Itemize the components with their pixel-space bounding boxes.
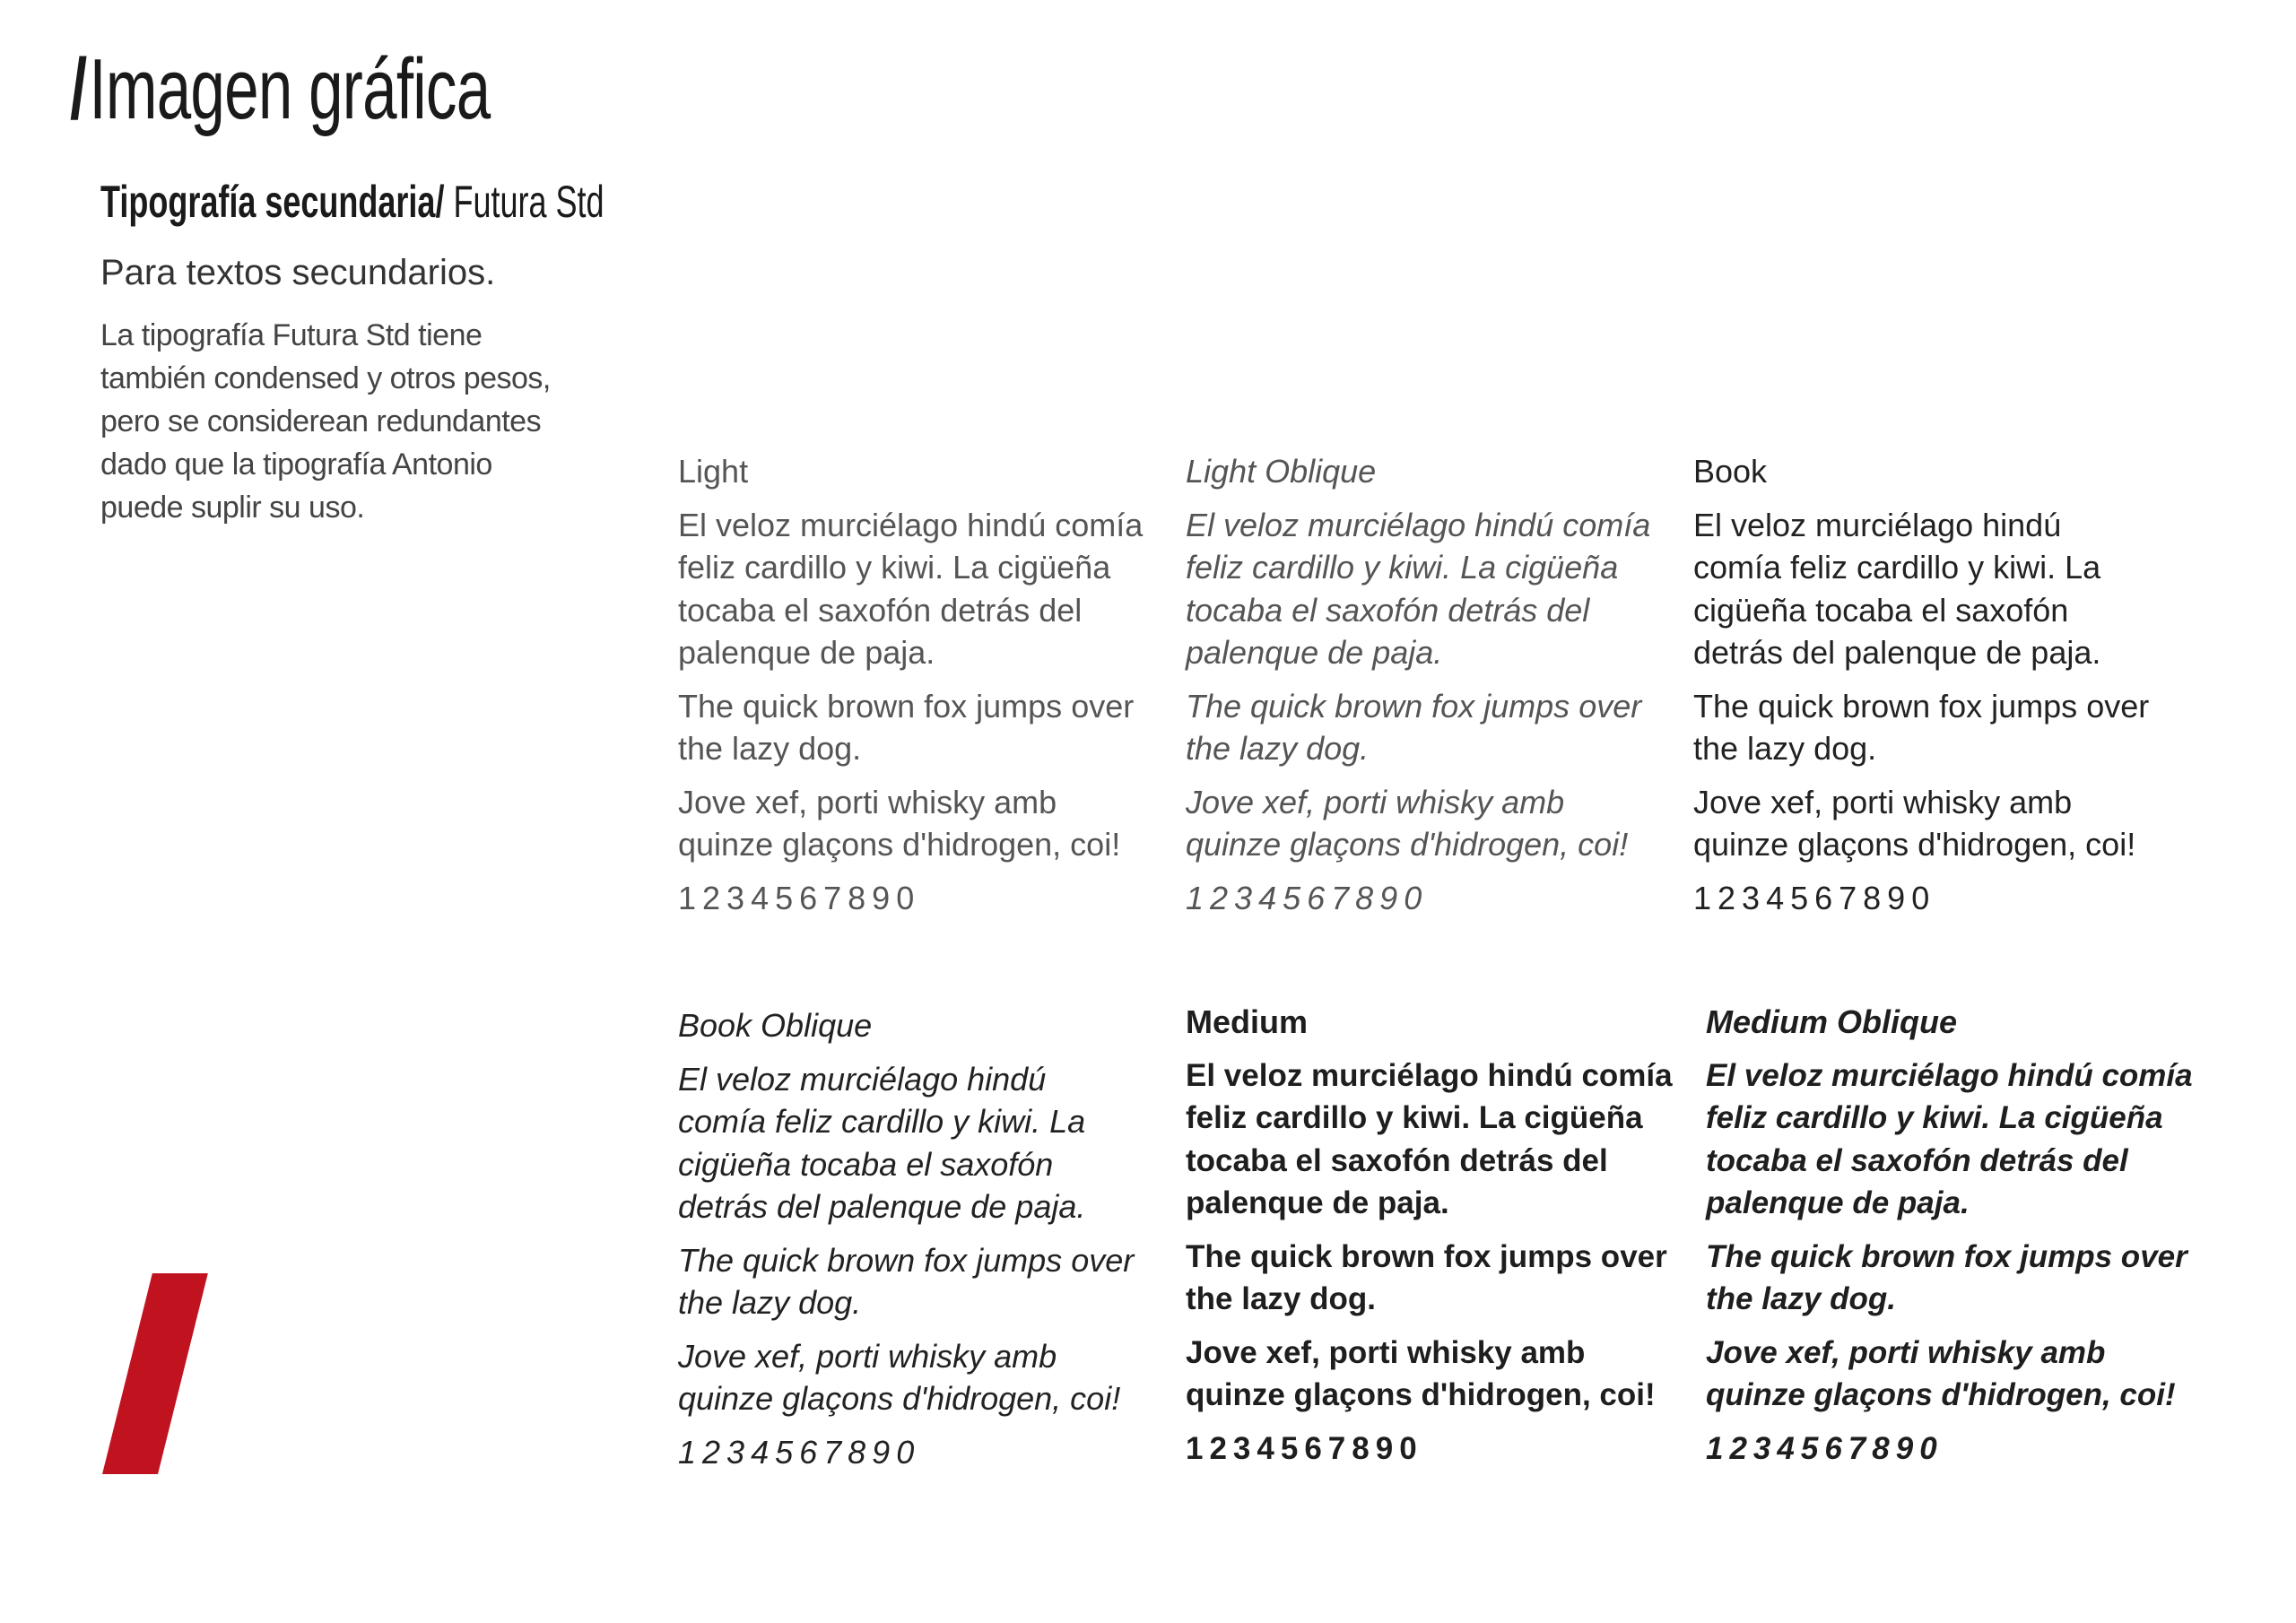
specimen-line: Jove xef, porti whisky amb	[678, 1337, 1057, 1375]
specimen-line: tocaba el saxofón detrás del	[1706, 1142, 2128, 1178]
specimen-label: Light	[678, 453, 749, 490]
specimen-paragraph-english	[678, 685, 1162, 770]
specimen-light-oblique	[1186, 450, 1670, 919]
specimen-label: Light Oblique	[1186, 453, 1377, 490]
specimen-line: palenque de paja.	[678, 634, 935, 671]
specimen-paragraph-english	[1186, 1236, 1670, 1321]
specimen-line: Jove xef, porti whisky amb	[678, 783, 1057, 820]
intro-line: puede suplir su uso.	[100, 490, 365, 525]
specimen-line: The quick brown fox jumps over	[1706, 1238, 2187, 1274]
specimen-digits: 1234567890	[1186, 1430, 1423, 1466]
specimen-line: feliz cardillo y kiwi. La cigüeña	[1186, 1100, 1643, 1135]
specimen-line: quinze glaçons d'hidrogen, coi!	[1186, 1377, 1656, 1412]
specimen-line: El veloz murciélago hindú comía	[1186, 1057, 1673, 1093]
specimen-line: the lazy dog.	[678, 1284, 862, 1321]
tagline: Para textos secundarios.	[100, 253, 496, 292]
specimen-label: Book Oblique	[678, 1007, 873, 1044]
specimen-line: quinze glaçons d'hidrogen, coi!	[1186, 826, 1629, 863]
intro-line: también condensed y otros pesos,	[100, 361, 551, 395]
intro-line: dado que la tipografía Antonio	[100, 447, 492, 482]
specimen-digits: 1234567890	[678, 1433, 921, 1471]
specimen-line: feliz cardillo y kiwi. La cigüeña	[1706, 1100, 2163, 1135]
specimen-paragraph-english	[1186, 685, 1670, 770]
specimen-paragraph-english	[1706, 1236, 2190, 1321]
specimen-digits: 1234567890	[1693, 879, 1936, 916]
specimen-line: detrás del palenque de paja.	[1693, 634, 2101, 671]
specimen-line: quinze glaçons d'hidrogen, coi!	[1706, 1377, 2176, 1412]
specimen-line: the lazy dog.	[678, 730, 862, 767]
specimen-book	[1693, 450, 2178, 919]
specimen-line: Jove xef, porti whisky amb	[1693, 783, 2073, 820]
specimen-line: tocaba el saxofón detrás del	[1186, 591, 1590, 629]
specimen-line: comía feliz cardillo y kiwi. La	[1693, 549, 2101, 586]
page-title	[70, 36, 490, 143]
specimen-paragraph-catalan	[1693, 781, 2178, 866]
specimen-paragraph-english	[1693, 685, 2178, 770]
specimen-line: The quick brown fox jumps over	[678, 1241, 1135, 1279]
specimen-label: Medium	[1186, 1003, 1309, 1040]
specimen-line: The quick brown fox jumps over	[1186, 687, 1642, 725]
specimen-paragraph-spanish	[1706, 1055, 2193, 1225]
specimen-paragraph-spanish	[1693, 504, 2178, 674]
specimen-line: the lazy dog.	[1706, 1281, 1896, 1316]
intro-line: La tipografía Futura Std tiene	[100, 318, 483, 352]
specimen-line: feliz cardillo y kiwi. La cigüeña	[678, 549, 1111, 586]
specimen-line: Jove xef, porti whisky amb	[1186, 1334, 1586, 1370]
intro-text	[100, 314, 603, 529]
specimen-label: Book	[1693, 453, 1768, 490]
specimen-paragraph-english	[678, 1239, 1162, 1324]
specimen-line: El veloz murciélago hindú comía	[678, 506, 1144, 543]
specimen-line: The quick brown fox jumps over	[1693, 687, 2150, 725]
specimen-paragraph-spanish	[678, 1058, 1162, 1228]
specimen-medium-oblique	[1706, 1001, 2193, 1470]
specimen-line: the lazy dog.	[1186, 730, 1370, 767]
specimen-line: palenque de paja.	[1186, 634, 1443, 671]
specimen-line: El veloz murciélago hindú	[1693, 506, 2062, 543]
subtitle-bold: Tipografía secundaria/	[100, 177, 445, 227]
section-subtitle	[100, 172, 604, 231]
specimen-paragraph-spanish	[678, 504, 1162, 674]
specimen-line: Jove xef, porti whisky amb	[1186, 783, 1565, 820]
specimen-line: quinze glaçons d'hidrogen, coi!	[1693, 826, 2136, 863]
specimen-label: Medium Oblique	[1706, 1003, 1958, 1040]
red-slash-decoration	[102, 1273, 208, 1474]
specimen-line: palenque de paja.	[1186, 1185, 1449, 1220]
specimen-line: comía feliz cardillo y kiwi. La	[678, 1103, 1086, 1140]
specimen-digits: 1234567890	[1706, 1430, 1944, 1466]
specimen-line: El veloz murciélago hindú comía	[1186, 506, 1651, 543]
specimen-paragraph-catalan	[1186, 1332, 1670, 1417]
title-slash: /	[70, 41, 87, 137]
specimen-line: the lazy dog.	[1693, 730, 1877, 767]
specimen-line: The quick brown fox jumps over	[678, 687, 1135, 725]
specimen-line: cigüeña tocaba el saxofón	[1693, 591, 2069, 629]
intro-line: pero se considerean redundantes	[100, 404, 542, 438]
specimen-digits: 1234567890	[678, 879, 921, 916]
specimen-line: quinze glaçons d'hidrogen, coi!	[678, 826, 1121, 863]
specimen-line: El veloz murciélago hindú	[678, 1060, 1047, 1098]
specimen-digits: 1234567890	[1186, 879, 1429, 916]
specimen-light	[678, 450, 1162, 919]
specimen-paragraph-spanish	[1186, 504, 1670, 674]
specimen-paragraph-catalan	[678, 781, 1162, 866]
specimen-line: El veloz murciélago hindú comía	[1706, 1057, 2193, 1093]
title-text: Imagen gráfica	[89, 41, 491, 137]
specimen-line: detrás del palenque de paja.	[678, 1188, 1086, 1225]
specimen-paragraph-catalan	[1186, 781, 1670, 866]
specimen-line: feliz cardillo y kiwi. La cigüeña	[1186, 549, 1619, 586]
specimen-line: palenque de paja.	[1706, 1185, 1970, 1220]
specimen-book-oblique	[678, 1004, 1162, 1473]
specimen-line: the lazy dog.	[1186, 1281, 1376, 1316]
specimen-line: The quick brown fox jumps over	[1186, 1238, 1667, 1274]
specimen-line: tocaba el saxofón detrás del	[678, 591, 1083, 629]
specimen-line: quinze glaçons d'hidrogen, coi!	[678, 1380, 1121, 1417]
specimen-line: tocaba el saxofón detrás del	[1186, 1142, 1608, 1178]
specimen-paragraph-catalan	[678, 1335, 1162, 1420]
specimen-line: cigüeña tocaba el saxofón	[678, 1145, 1054, 1183]
specimen-line: Jove xef, porti whisky amb	[1706, 1334, 2106, 1370]
specimen-paragraph-spanish	[1186, 1055, 1673, 1225]
specimen-medium	[1186, 1001, 1673, 1470]
subtitle-font-name: Futura Std	[444, 177, 604, 227]
specimen-paragraph-catalan	[1706, 1332, 2190, 1417]
